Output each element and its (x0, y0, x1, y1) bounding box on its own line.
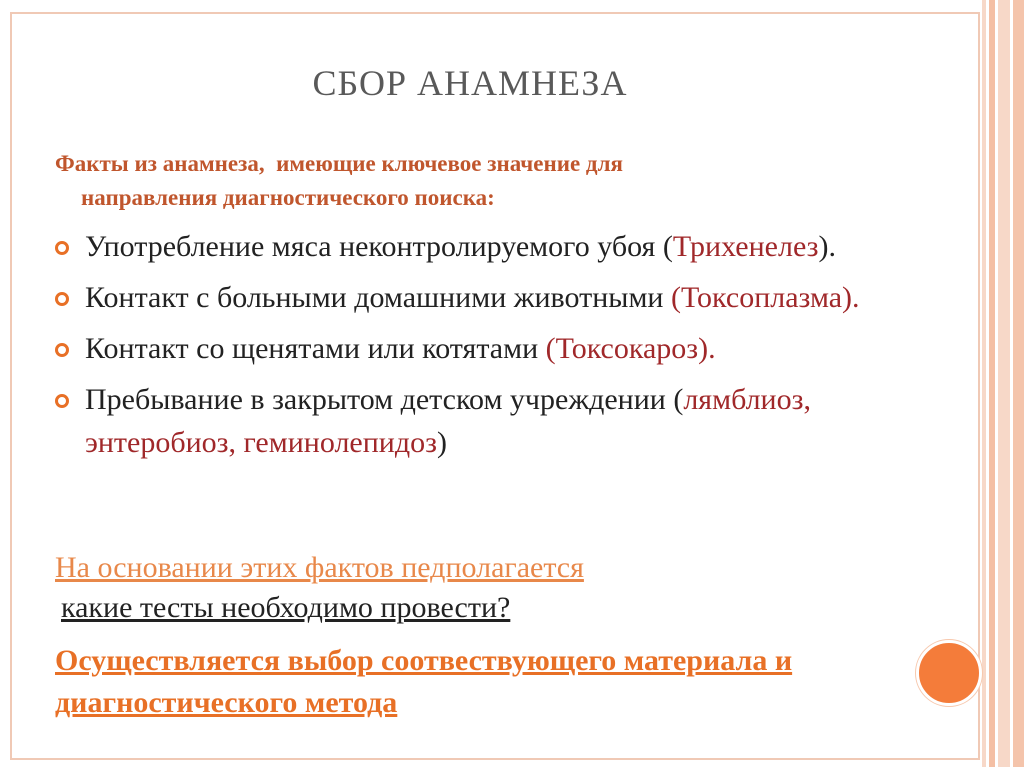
bullet-icon (55, 292, 69, 306)
intro-text (55, 147, 935, 215)
bullet-icon (55, 394, 69, 408)
list-item: Пребывание в закрытом детском учреждении (лямблиоз, энтеробиоз, геминолепидоз) (55, 378, 935, 464)
bullet-icon (55, 241, 69, 255)
bullet-icon (55, 343, 69, 357)
conclusion-text: Осуществляется выбор соотвествующего материала и диагностического метода (55, 644, 793, 719)
decorative-stripes (982, 0, 1024, 767)
slide-title: СБОР АНАМНЕЗА (312, 63, 628, 103)
decorative-circle (916, 640, 982, 706)
list-item: Контакт со щенятами или котятами (Токсокароз). (55, 327, 935, 370)
question-line-1: На основании этих фактов педполагается (55, 551, 584, 584)
list-item: Употребление мяса неконтролируемого убоя (Трихенелез). (55, 225, 935, 268)
intro-line-1: Факты из анамнеза, имеющие ключевое значение для (55, 151, 623, 176)
question-line-2: какие тесты необходимо провести? (61, 591, 511, 624)
list-item: Контакт с больными домашними животными (Токсоплазма). (55, 276, 935, 319)
intro-line-2: направления диагностического поиска: (81, 185, 495, 210)
question-text (55, 548, 935, 628)
fact-list (55, 225, 935, 472)
